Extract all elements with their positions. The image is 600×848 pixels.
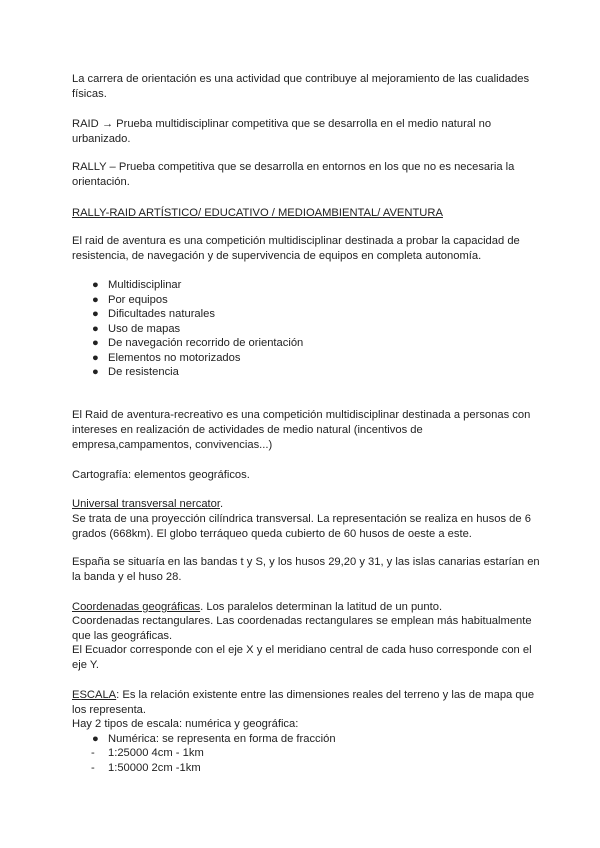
raid-definition: RAID → Prueba multidisciplinar competitiva que se desarrolla en el medio natural no urbanizado. bbox=[72, 118, 492, 145]
intro-paragraph: La carrera de orientación es una actividad que contribuye al mejoramiento de las cualidades físicas. bbox=[72, 73, 530, 100]
escala-types: Hay 2 tipos de escala: numérica y geográfica: bbox=[72, 718, 299, 730]
dash-icon: - bbox=[91, 747, 95, 759]
dash-icon: - bbox=[91, 762, 95, 774]
list-item: ● Numérica: se representa en forma de fracción bbox=[92, 733, 336, 745]
bullet-icon: ● bbox=[92, 337, 99, 349]
bullet-icon: ● bbox=[92, 366, 99, 378]
list-item: ● Uso de mapas bbox=[92, 323, 181, 335]
coordenadas-title: Coordenadas geográficas bbox=[72, 601, 201, 613]
rally-definition: RALLY – Prueba competitiva que se desarrolla en entornos en los que no es necesaria la orientación. bbox=[72, 161, 515, 188]
list-item: ● Por equipos bbox=[92, 294, 168, 306]
bullet-icon: ● bbox=[92, 279, 99, 291]
section-heading-rally-raid: RALLY-RAID ARTÍSTICO/ EDUCATIVO / MEDIOAMBIENTAL/ AVENTURA bbox=[72, 207, 443, 219]
bullet-icon: ● bbox=[92, 323, 99, 335]
coordenadas-paragraph: Coordenadas geográficas. Los paralelos determinan la latitud de un punto. bbox=[72, 601, 443, 613]
list-item: ● Dificultades naturales bbox=[92, 308, 215, 320]
coordenadas-rectangulares: Coordenadas rectangulares. Las coordenadas rectangulares se emplean más habitualmente que las geográficas. bbox=[72, 615, 532, 642]
list-item: - 1:50000 2cm -1km bbox=[91, 762, 201, 774]
list-item: ● Elementos no motorizados bbox=[92, 352, 241, 364]
bullet-icon: ● bbox=[92, 733, 99, 745]
bullet-icon: ● bbox=[92, 294, 99, 306]
escala-title: ESCALA bbox=[72, 689, 117, 701]
utm-heading: Universal transversal nercator. bbox=[72, 498, 224, 510]
raid-recreativo-paragraph: El Raid de aventura-recreativo es una competición multidisciplinar destinada a personas con intereses en realización de actividades de medio natural (incentivos de empresa,campamentos, convivencias...) bbox=[72, 409, 531, 451]
utm-title: Universal transversal nercator bbox=[72, 498, 220, 510]
list-item: ● De navegación recorrido de orientación bbox=[92, 337, 304, 349]
raid-aventura-paragraph: El raid de aventura es una competición multidisciplinar destinada a probar la capacidad de resistencia, de navegación y de supervivencia de equipos en completa autonomía. bbox=[72, 235, 520, 262]
list-item: ● Multidisciplinar bbox=[92, 279, 182, 291]
bullet-icon: ● bbox=[92, 308, 99, 320]
list-item: ● De resistencia bbox=[92, 366, 179, 378]
espana-paragraph: España se situaría en las bandas t y S, y los husos 29,20 y 31, y las islas canarias estarían en la banda y el huso 28. bbox=[72, 556, 540, 583]
list-item: - 1:25000 4cm - 1km bbox=[91, 747, 204, 759]
bullet-icon: ● bbox=[92, 352, 99, 364]
escala-paragraph: ESCALA: Es la relación existente entre las dimensiones reales del terreno y las de mapa que los representa. bbox=[72, 689, 535, 716]
utm-paragraph: Se trata de una proyección cilíndrica transversal. La representación se realiza en husos de 6 grados (668km). El globo terráqueo queda cubierto de 60 husos de oeste a este. bbox=[72, 513, 531, 540]
cartografia-line: Cartografía: elementos geográficos. bbox=[72, 469, 250, 481]
ecuador-paragraph: El Ecuador corresponde con el eje X y el meridiano central de cada huso corresponde con el eje Y. bbox=[72, 644, 532, 671]
